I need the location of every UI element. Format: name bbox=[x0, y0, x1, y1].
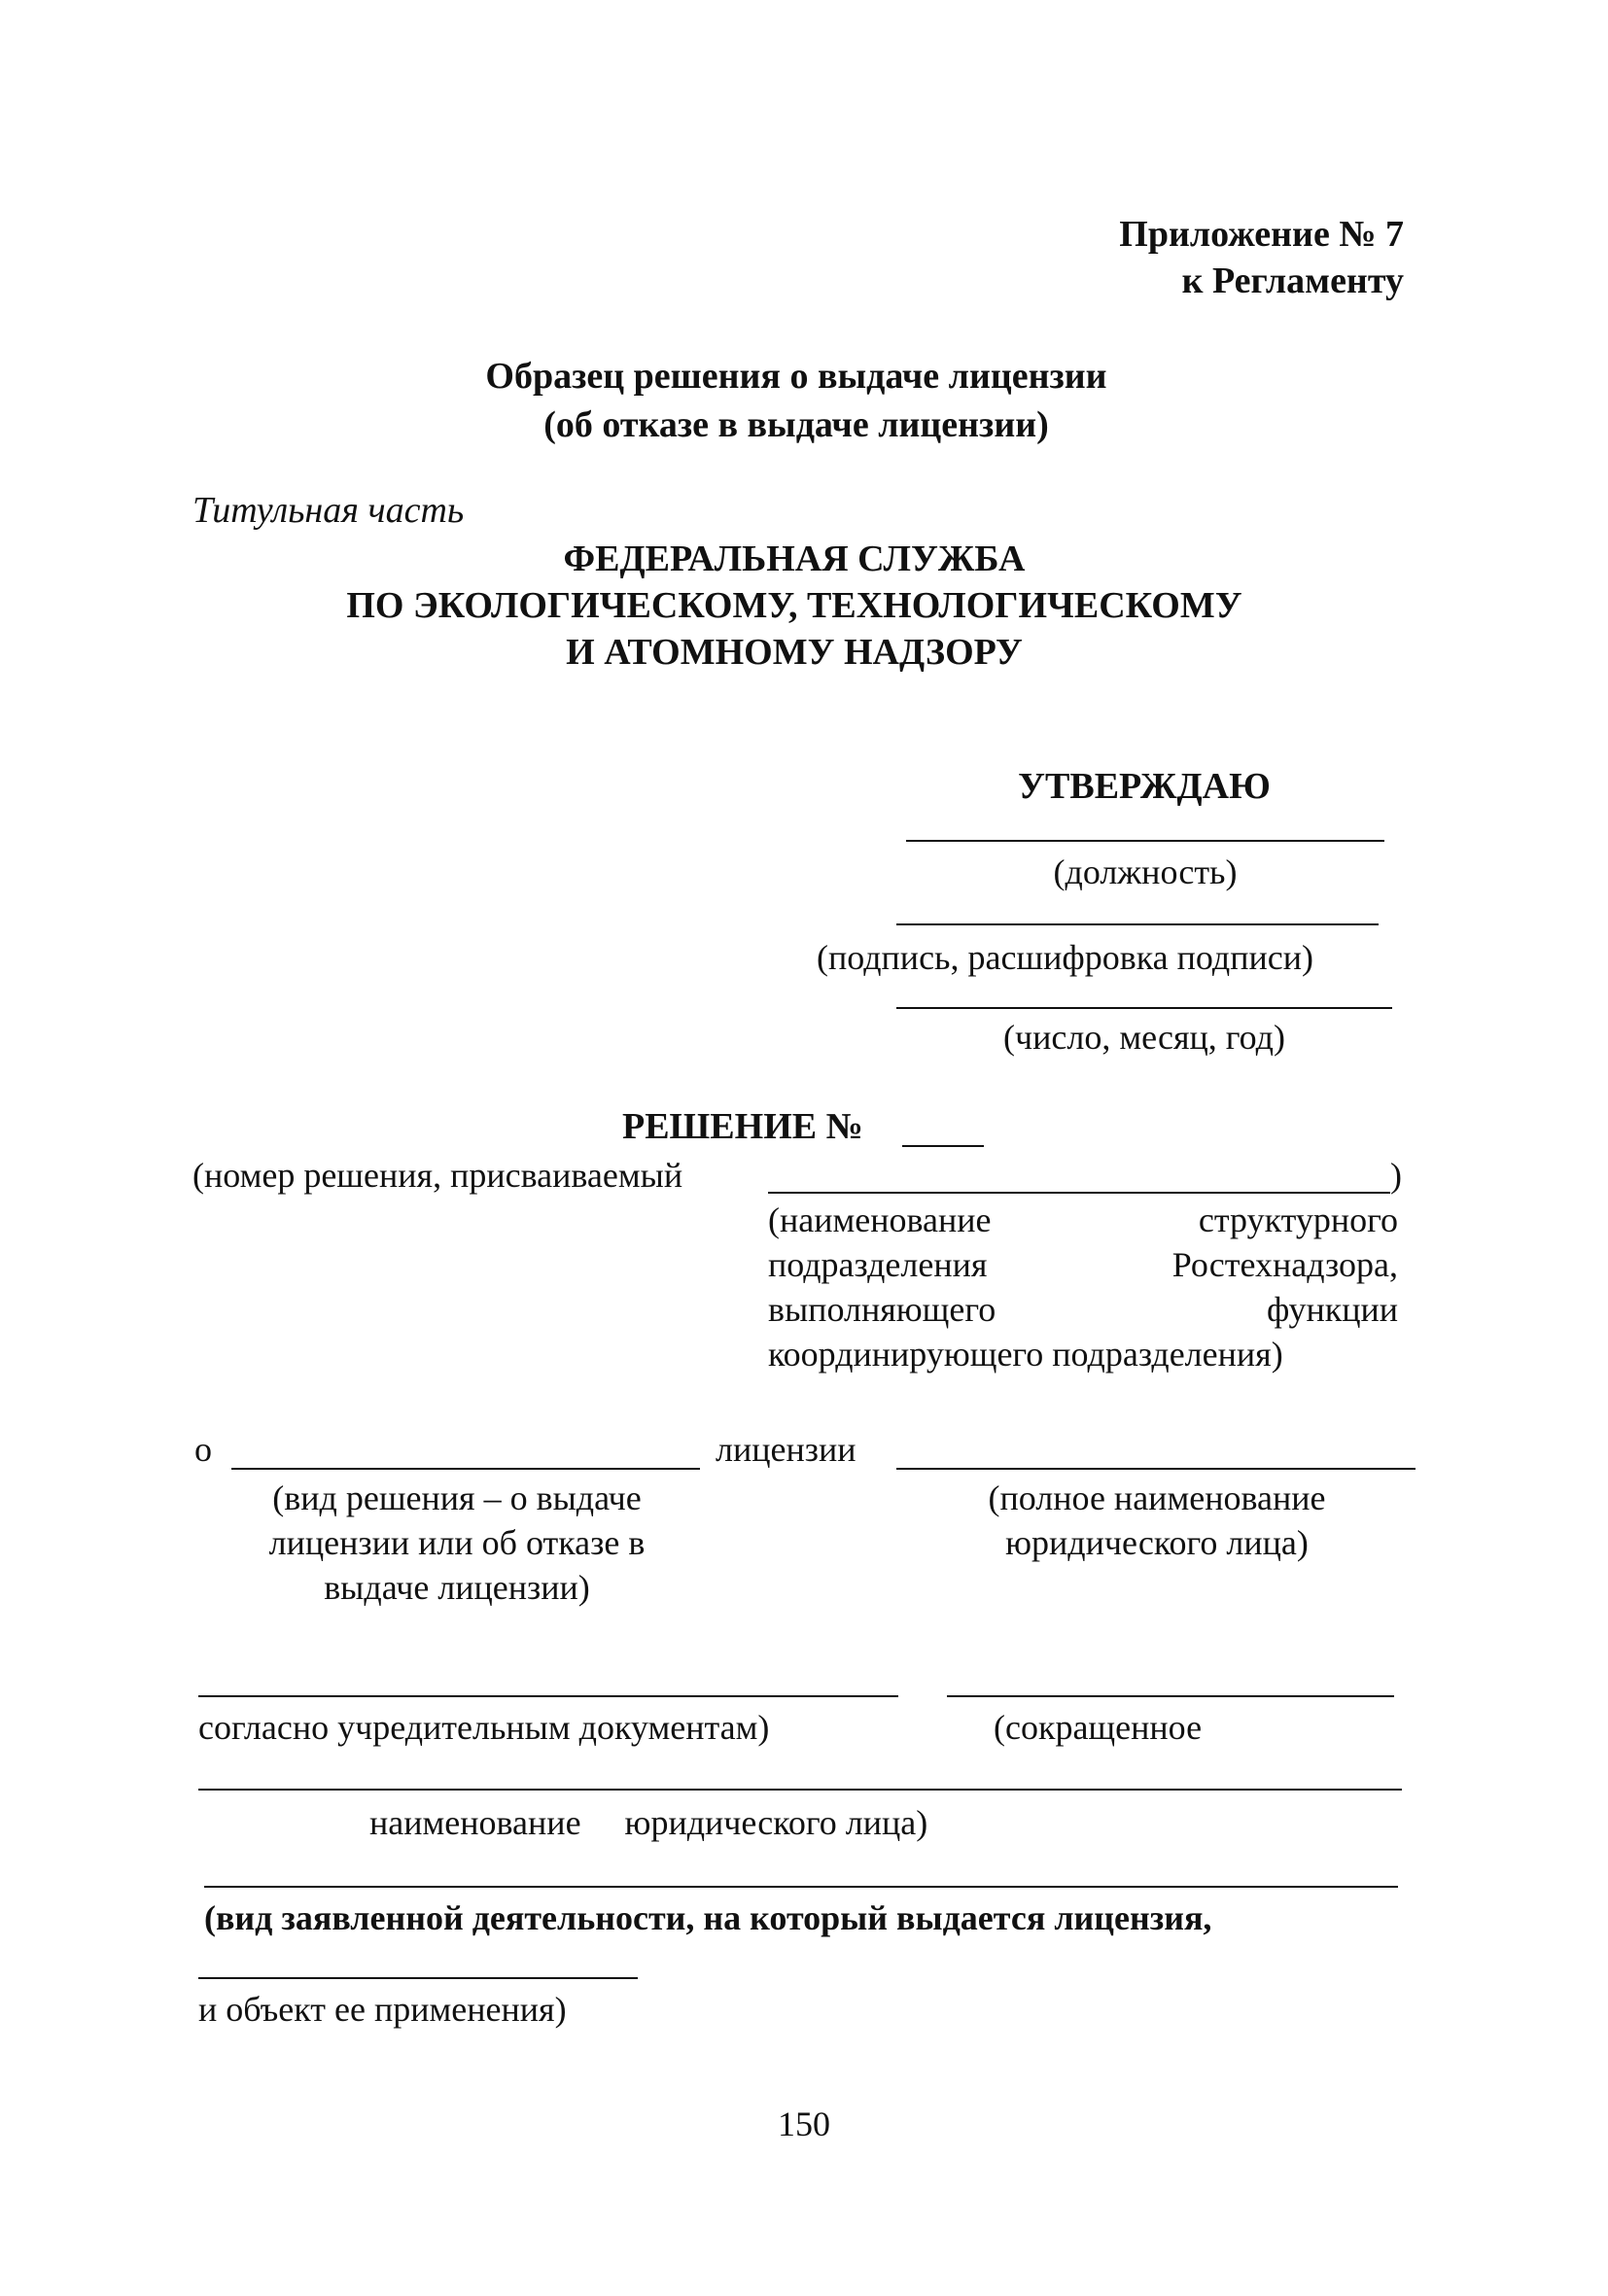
agency-line-2 bbox=[0, 583, 1608, 628]
division-caption: (наименование структурного подразделения Ростехнадзора, выполняющего функции координирующего подразделения) bbox=[768, 1200, 1398, 1374]
fullname-caption-2: юридического лица) bbox=[1005, 1523, 1309, 1562]
decision-heading: РЕШЕНИЕ № bbox=[622, 1106, 863, 1147]
kind-caption-3: выдаче лицензии) bbox=[324, 1568, 590, 1607]
signature-line bbox=[896, 923, 1379, 925]
kind-caption-1: (вид решения – о выдаче bbox=[272, 1478, 642, 1517]
object-line bbox=[198, 1977, 638, 1979]
decision-number-line bbox=[902, 1145, 984, 1147]
position-line bbox=[906, 840, 1384, 842]
date-line bbox=[896, 1007, 1392, 1009]
activity-caption: (вид заявленной деятельности, на который выдается лицензия, bbox=[204, 1898, 1212, 1937]
fullname-caption-1: (полное наименование bbox=[988, 1478, 1326, 1517]
sample-title-text-1: Образец решения о выдаче лицензии bbox=[485, 356, 1107, 397]
agency-text-2: ПО ЭКОЛОГИЧЕСКОМУ, ТЕХНОЛОГИЧЕСКОМУ bbox=[346, 585, 1242, 626]
agency-text-1: ФЕДЕРАЛЬНАЯ СЛУЖБА bbox=[563, 539, 1026, 579]
sample-title-line-1 bbox=[0, 354, 1608, 399]
about-prefix: о bbox=[194, 1430, 212, 1469]
date-caption: (число, месяц, год) bbox=[1003, 1018, 1285, 1057]
page-number bbox=[0, 2102, 1608, 2146]
agency-line-3 bbox=[0, 630, 1608, 675]
agency-text-3: И АТОМНОМУ НАДЗОРУ bbox=[566, 632, 1023, 673]
page-number-text: 150 bbox=[778, 2105, 830, 2143]
object-caption: и объект ее применения) bbox=[198, 1990, 567, 2029]
appendix-line-1: Приложение № 7 bbox=[1119, 214, 1404, 255]
approve-heading: УТВЕРЖДАЮ bbox=[1018, 766, 1271, 807]
appendix-line-2: к Регламенту bbox=[1181, 261, 1404, 301]
agency-line-1 bbox=[0, 537, 1608, 581]
founding-docs-caption: согласно учредительным документам) bbox=[198, 1708, 770, 1747]
decision-kind-line bbox=[231, 1468, 700, 1470]
short-name-caption-start: (сокращенное bbox=[994, 1708, 1203, 1747]
position-caption: (должность) bbox=[1053, 852, 1238, 891]
kind-caption-2: лицензии или об отказе в bbox=[268, 1523, 646, 1562]
decision-number-prefix: (номер решения, присваиваемый bbox=[192, 1156, 683, 1195]
about-middle: лицензии bbox=[716, 1430, 856, 1469]
decision-number-suffix: ) bbox=[1390, 1156, 1402, 1195]
short-name-line-2 bbox=[198, 1789, 1402, 1791]
short-name-caption-end: наименование юридического лица) bbox=[369, 1803, 928, 1842]
short-name-line-1 bbox=[947, 1695, 1394, 1697]
full-name-continuation-line bbox=[198, 1695, 898, 1697]
sample-title-line-2 bbox=[0, 402, 1608, 447]
title-part-label: Титульная часть bbox=[192, 490, 465, 531]
decision-division-line bbox=[768, 1192, 1390, 1194]
sample-title-text-2: (об отказе в выдаче лицензии) bbox=[543, 404, 1049, 445]
signature-caption: (подпись, расшифровка подписи) bbox=[817, 938, 1313, 977]
activity-line bbox=[204, 1886, 1398, 1888]
full-name-line bbox=[896, 1468, 1416, 1470]
